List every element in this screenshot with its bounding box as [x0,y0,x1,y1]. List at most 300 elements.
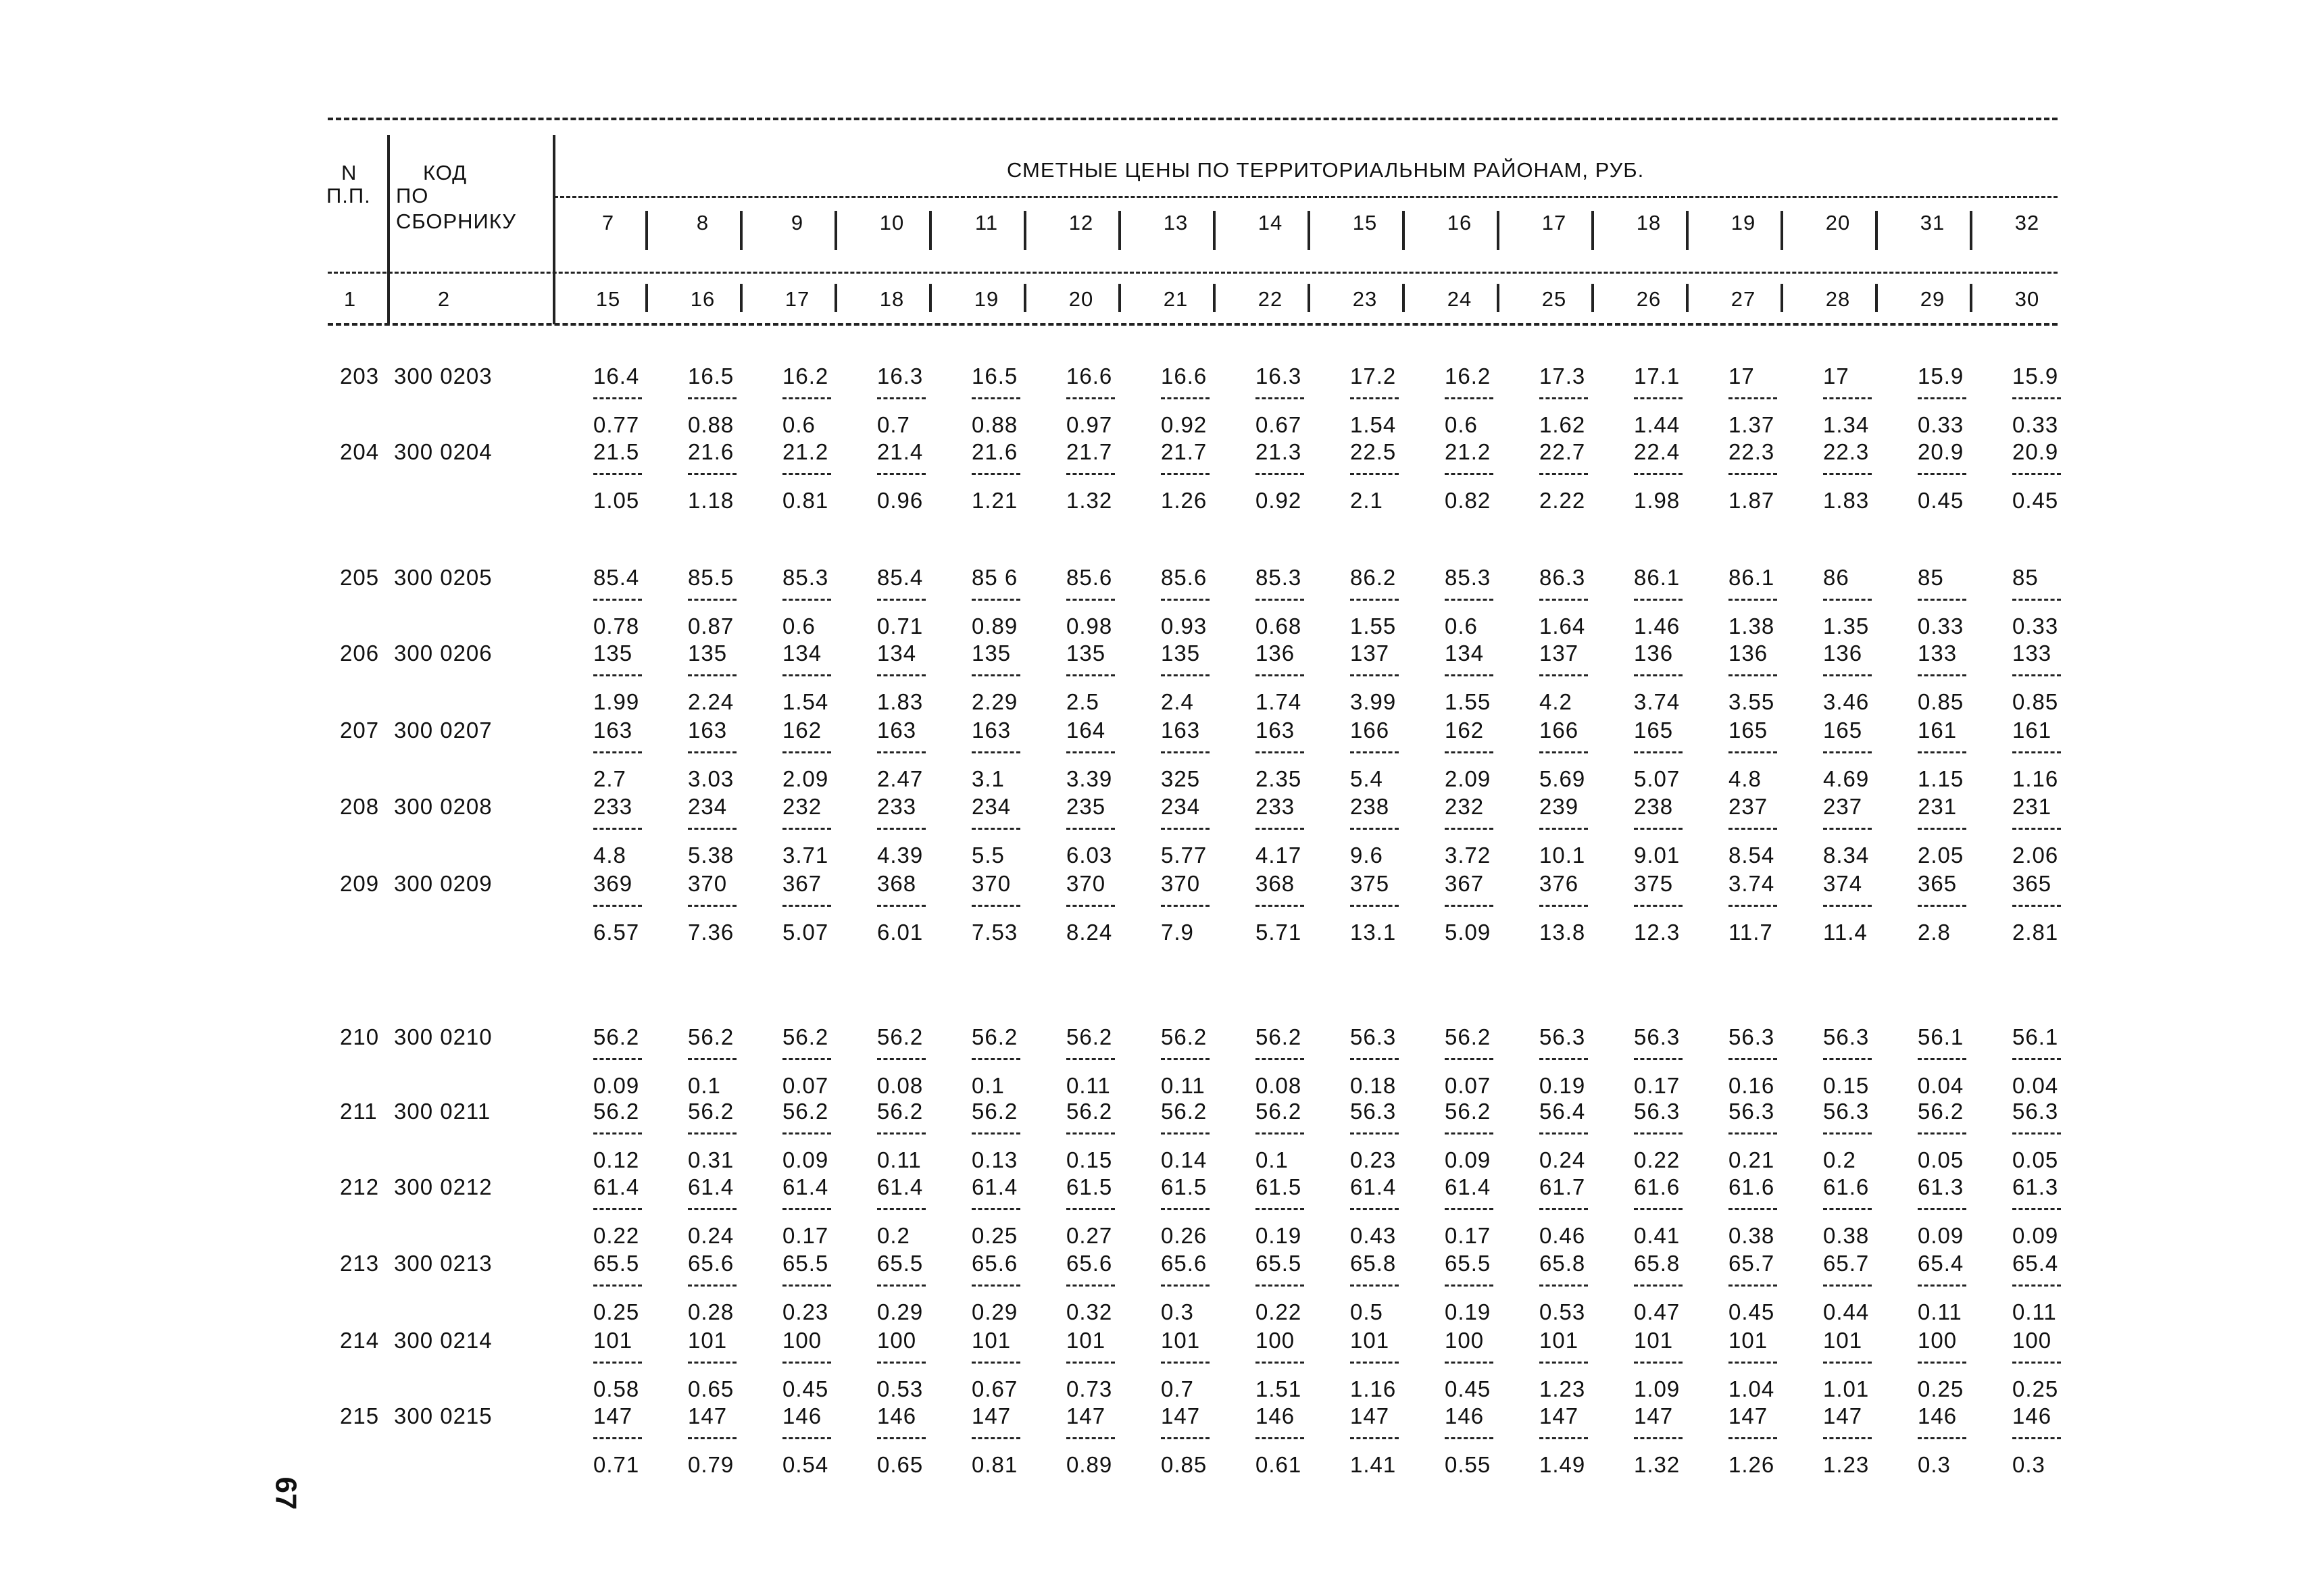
price-bottom: 5.77 [1161,843,1208,868]
price-bottom: 0.85 [1161,1452,1208,1477]
price-top: 86.1 [1634,565,1681,590]
price-top: 56.2 [593,1099,640,1124]
fraction-line [1350,397,1399,399]
price-bottom: 1.49 [1539,1452,1586,1477]
price-bottom: 0.77 [593,412,640,437]
price-bottom: 0.2 [1823,1147,1856,1172]
fraction-line [688,1132,737,1134]
fraction-line [1539,674,1588,676]
fraction-line [593,828,642,830]
fraction-line [688,751,737,753]
price-bottom: 0.97 [1066,412,1113,437]
price-top: 237 [1823,794,1863,819]
price-top: 61.5 [1255,1174,1302,1199]
price-top: 56.2 [972,1099,1018,1124]
price-bottom: 0.15 [1823,1073,1870,1098]
price-top: 56.3 [1350,1099,1397,1124]
price-bottom: 3.55 [1728,689,1775,714]
fraction-line [1255,397,1304,399]
fraction-line [593,1058,642,1060]
price-top: 56.2 [1445,1024,1491,1049]
price-bottom: 0.14 [1161,1147,1208,1172]
price-bottom: 10.1 [1539,843,1586,868]
price-top: 56.2 [688,1099,735,1124]
price-top: 166 [1350,718,1390,743]
price-top: 65.6 [688,1251,735,1276]
fraction-line [877,751,926,753]
header-bottom-rule [328,323,2058,326]
fraction-line [1445,674,1493,676]
price-top: 162 [1445,718,1485,743]
price-top: 61.4 [972,1174,1018,1199]
fraction-line [972,1208,1020,1210]
price-top: 61.7 [1539,1174,1586,1199]
price-bottom: 3.72 [1445,843,1491,868]
fraction-line [1255,1285,1304,1287]
header-colnum-15: 15 [595,287,621,311]
fraction-line [1161,1362,1210,1364]
price-bottom: 6.01 [877,920,924,945]
price-bottom: 0.92 [1161,412,1208,437]
price-bottom: 0.11 [877,1147,922,1172]
price-top: 101 [972,1328,1012,1353]
fraction-line [1728,674,1777,676]
price-bottom: 2.81 [2012,920,2059,945]
price-bottom: 2.47 [877,766,924,791]
price-bottom: 0.81 [782,488,829,513]
header-district-12: 12 [1068,211,1094,234]
fraction-line [1539,828,1588,830]
price-top: 61.3 [1918,1174,1964,1199]
price-bottom: 0.67 [1255,412,1302,437]
fraction-line [1918,473,1966,475]
price-bottom: 0.46 [1539,1223,1586,1248]
price-top: 61.5 [1066,1174,1113,1199]
price-top: 56.2 [688,1024,735,1049]
price-top: 16.6 [1066,364,1113,389]
price-bottom: 0.65 [877,1452,924,1477]
price-top: 146 [1445,1403,1485,1428]
price-bottom: 0.29 [972,1299,1018,1324]
fraction-line [688,905,737,907]
header-title: СМЕТНЫЕ ЦЕНЫ ПО ТЕРРИТОРИАЛЬНЫМ РАЙОНАМ, РУБ. [1007,158,1645,182]
header-district-8: 8 [696,211,710,234]
fraction-line [972,828,1020,830]
header-colnum-16: 16 [690,287,716,311]
fraction-line [1634,828,1683,830]
price-bottom: 0.6 [782,614,816,639]
header-colnum-19: 19 [974,287,999,311]
header-colnum-24: 24 [1447,287,1472,311]
price-top: 370 [972,871,1012,896]
fraction-line [593,905,642,907]
price-top: 101 [1161,1328,1201,1353]
fraction-line [782,1285,831,1287]
header-sborniku-label: СБОРНИКУ [396,209,516,233]
fraction-line [1823,599,1872,601]
fraction-line [1634,599,1683,601]
fraction-line [1255,1058,1304,1060]
price-bottom: 0.45 [2012,488,2059,513]
header-district-17: 17 [1541,211,1567,234]
price-top: 56.2 [877,1024,924,1049]
fraction-line [1350,599,1399,601]
fraction-line [972,599,1020,601]
fraction-line [1445,599,1493,601]
header-divider-col [929,284,932,312]
price-top: 233 [877,794,917,819]
price-bottom: 1.18 [688,488,735,513]
price-top: 163 [593,718,633,743]
fraction-line [1823,1437,1872,1439]
price-bottom: 0.85 [1918,689,1964,714]
price-bottom: 1.23 [1539,1376,1586,1401]
price-top: 56.2 [782,1024,829,1049]
fraction-line [972,1437,1020,1439]
fraction-line [1634,473,1683,475]
fraction-line [1918,1132,1966,1134]
page-number: 67 [269,1476,303,1510]
price-top: 20.9 [1918,439,1964,464]
header-divider-col [1875,211,1878,250]
price-bottom: 0.2 [877,1223,910,1248]
fraction-line [1255,1362,1304,1364]
header-divider-col [1686,211,1689,250]
fraction-line [972,1285,1020,1287]
price-top: 17 [1823,364,1849,389]
fraction-line [1350,1285,1399,1287]
price-top: 85.3 [1445,565,1491,590]
price-bottom: 1.09 [1634,1376,1681,1401]
header-colnum-22: 22 [1258,287,1283,311]
fraction-line [1445,828,1493,830]
price-top: 134 [877,641,917,666]
row-code: 300 0203 [394,364,493,389]
price-top: 134 [782,641,822,666]
fraction-line [1823,674,1872,676]
price-bottom: 0.33 [1918,614,1964,639]
fraction-line [877,397,926,399]
price-bottom: 4.69 [1823,766,1870,791]
price-top: 65.5 [877,1251,924,1276]
fraction-line [1066,674,1115,676]
price-top: 375 [1350,871,1390,896]
price-top: 56.2 [1161,1099,1208,1124]
fraction-line [1539,1058,1588,1060]
price-bottom: 2.4 [1161,689,1194,714]
price-top: 100 [782,1328,822,1353]
price-top: 61.4 [1445,1174,1491,1199]
fraction-line [688,1058,737,1060]
fraction-line [782,473,831,475]
price-top: 136 [1823,641,1863,666]
price-top: 233 [1255,794,1295,819]
price-top: 21.4 [877,439,924,464]
price-bottom: 8.34 [1823,843,1870,868]
fraction-line [1823,828,1872,830]
fraction-line [1539,397,1588,399]
price-bottom: 0.53 [1539,1299,1586,1324]
price-top: 231 [2012,794,2052,819]
price-top: 367 [1445,871,1485,896]
fraction-line [688,828,737,830]
fraction-line [1445,1132,1493,1134]
fraction-line [1728,1058,1777,1060]
header-colnum-20: 20 [1068,287,1094,311]
price-bottom: 0.45 [1445,1376,1491,1401]
fraction-line [1161,473,1210,475]
price-top: 16.5 [688,364,735,389]
price-top: 100 [1445,1328,1485,1353]
header-colnum-28: 28 [1825,287,1851,311]
fraction-line [1161,599,1210,601]
price-bottom: 0.7 [877,412,910,437]
fraction-line [782,905,831,907]
price-top: 133 [1918,641,1958,666]
price-bottom: 1.15 [1918,766,1964,791]
header-district-16: 16 [1447,211,1472,234]
header-divider-col [1402,211,1405,250]
price-top: 147 [1823,1403,1863,1428]
price-top: 238 [1350,794,1390,819]
price-top: 232 [1445,794,1485,819]
price-bottom: 3.1 [972,766,1005,791]
fraction-line [2012,905,2061,907]
price-top: 136 [1634,641,1674,666]
price-top: 17.1 [1634,364,1681,389]
fraction-line [972,905,1020,907]
fraction-line [1161,1208,1210,1210]
price-top: 65.7 [1823,1251,1870,1276]
fraction-line [1161,1132,1210,1134]
fraction-line [1539,1132,1588,1134]
fraction-line [1255,1132,1304,1134]
fraction-line [1728,1437,1777,1439]
fraction-line [1066,905,1115,907]
price-bottom: 0.27 [1066,1223,1113,1248]
fraction-line [1350,1437,1399,1439]
fraction-line [2012,473,2061,475]
price-bottom: 1.32 [1634,1452,1681,1477]
price-top: 65.8 [1539,1251,1586,1276]
price-bottom: 3.46 [1823,689,1870,714]
price-bottom: 0.07 [782,1073,829,1098]
header-divider-main [553,135,555,324]
fraction-line [877,473,926,475]
fraction-line [688,599,737,601]
price-top: 85 6 [972,565,1018,590]
price-top: 86.2 [1350,565,1397,590]
header-colnum-25: 25 [1541,287,1567,311]
row-code: 300 0204 [394,439,493,464]
price-top: 374 [1823,871,1863,896]
header-lower-rule [328,272,2058,274]
price-top: 234 [972,794,1012,819]
fraction-line [1539,905,1588,907]
fraction-line [2012,1285,2061,1287]
price-bottom: 0.04 [1918,1073,1964,1098]
price-bottom: 1.34 [1823,412,1870,437]
header-colnum-17: 17 [785,287,810,311]
price-bottom: 0.17 [782,1223,829,1248]
price-top: 147 [688,1403,728,1428]
price-bottom: 0.58 [593,1376,640,1401]
price-top: 3.74 [1728,871,1775,896]
price-bottom: 0.38 [1823,1223,1870,1248]
price-top: 65.5 [593,1251,640,1276]
price-bottom: 5.4 [1350,766,1383,791]
price-top: 61.6 [1728,1174,1775,1199]
fraction-line [1161,397,1210,399]
price-bottom: 9.01 [1634,843,1681,868]
header-po-label: ПО [396,184,429,207]
fraction-line [593,599,642,601]
price-top: 61.5 [1161,1174,1208,1199]
fraction-line [1445,905,1493,907]
price-top: 86.1 [1728,565,1775,590]
price-top: 56.2 [1918,1099,1964,1124]
price-bottom: 0.12 [593,1147,640,1172]
fraction-line [1350,473,1399,475]
price-top: 133 [2012,641,2052,666]
header-colnum-29: 29 [1920,287,1945,311]
price-top: 147 [1634,1403,1674,1428]
price-bottom: 0.3 [1161,1299,1194,1324]
price-bottom: 1.16 [2012,766,2059,791]
price-bottom: 0.3 [1918,1452,1951,1477]
row-number: 208 [340,794,380,819]
fraction-line [1539,1437,1588,1439]
price-top: 163 [972,718,1012,743]
fraction-line [1918,599,1966,601]
price-top: 85.6 [1161,565,1208,590]
price-top: 61.6 [1823,1174,1870,1199]
price-bottom: 5.09 [1445,920,1491,945]
fraction-line [2012,1058,2061,1060]
price-top: 101 [593,1328,633,1353]
fraction-line [593,397,642,399]
price-top: 15.9 [1918,364,1964,389]
header-divider-col [1497,211,1499,250]
fraction-line [972,674,1020,676]
fraction-line [1728,1285,1777,1287]
price-bottom: 1.23 [1823,1452,1870,1477]
price-bottom: 0.55 [1445,1452,1491,1477]
fraction-line [688,1208,737,1210]
price-top: 21.3 [1255,439,1302,464]
price-bottom: 0.38 [1728,1223,1775,1248]
price-top: 146 [1255,1403,1295,1428]
price-top: 86.3 [1539,565,1586,590]
fraction-line [972,1132,1020,1134]
price-top: 85 [2012,565,2039,590]
price-bottom: 1.35 [1823,614,1870,639]
price-bottom: 2.05 [1918,843,1964,868]
header-divider-col [740,211,743,250]
price-top: 61.6 [1634,1174,1681,1199]
fraction-line [972,1362,1020,1364]
fraction-line [1350,1208,1399,1210]
price-bottom: 0.65 [688,1376,735,1401]
header-colnum-2: 2 [437,287,451,311]
header-divider-left [387,135,390,324]
price-bottom: 0.82 [1445,488,1491,513]
price-bottom: 1.87 [1728,488,1775,513]
price-top: 86 [1823,565,1849,590]
fraction-line [782,1208,831,1210]
price-top: 56.3 [1539,1024,1586,1049]
price-top: 135 [1161,641,1201,666]
price-bottom: 1.05 [593,488,640,513]
row-number: 205 [340,565,380,590]
fraction-line [1161,1058,1210,1060]
price-bottom: 2.7 [593,766,626,791]
fraction-line [2012,674,2061,676]
fraction-line [1445,751,1493,753]
fraction-line [1255,599,1304,601]
price-bottom: 8.24 [1066,920,1113,945]
price-top: 16.4 [593,364,640,389]
price-bottom: 0.43 [1350,1223,1397,1248]
fraction-line [972,751,1020,753]
price-top: 375 [1634,871,1674,896]
price-bottom: 1.54 [1350,412,1397,437]
price-bottom: 2.24 [688,689,735,714]
header-divider-col [1875,284,1878,312]
price-bottom: 9.6 [1350,843,1383,868]
price-top: 85.4 [877,565,924,590]
price-bottom: 12.3 [1634,920,1681,945]
price-bottom: 0.44 [1823,1299,1870,1324]
fraction-line [1350,1132,1399,1134]
price-bottom: 0.16 [1728,1073,1775,1098]
price-top: 101 [1823,1328,1863,1353]
price-bottom: 11.7 [1728,920,1773,945]
fraction-line [2012,1132,2061,1134]
fraction-line [1728,473,1777,475]
price-bottom: 0.53 [877,1376,924,1401]
fraction-line [972,1058,1020,1060]
price-bottom: 1.41 [1350,1452,1397,1477]
price-bottom: 0.19 [1255,1223,1302,1248]
price-top: 235 [1066,794,1106,819]
price-bottom: 0.7 [1161,1376,1194,1401]
fraction-line [2012,599,2061,601]
price-top: 56.2 [1445,1099,1491,1124]
fraction-line [1539,1285,1588,1287]
price-bottom: 1.55 [1350,614,1397,639]
header-colnum-23: 23 [1352,287,1378,311]
price-top: 16.6 [1161,364,1208,389]
fraction-line [1918,1058,1966,1060]
price-bottom: 0.18 [1350,1073,1397,1098]
row-code: 300 0212 [394,1174,493,1199]
header-divider-col [645,211,648,250]
fraction-line [2012,1208,2061,1210]
price-top: 56.2 [1066,1099,1113,1124]
fraction-line [1255,751,1304,753]
fraction-line [593,1208,642,1210]
price-top: 65.6 [1066,1251,1113,1276]
price-bottom: 0.31 [688,1147,735,1172]
price-top: 100 [1918,1328,1958,1353]
fraction-line [1445,473,1493,475]
price-top: 22.5 [1350,439,1397,464]
price-top: 56.1 [1918,1024,1964,1049]
price-top: 147 [1161,1403,1201,1428]
price-top: 65.4 [2012,1251,2059,1276]
row-code: 300 0213 [394,1251,493,1276]
